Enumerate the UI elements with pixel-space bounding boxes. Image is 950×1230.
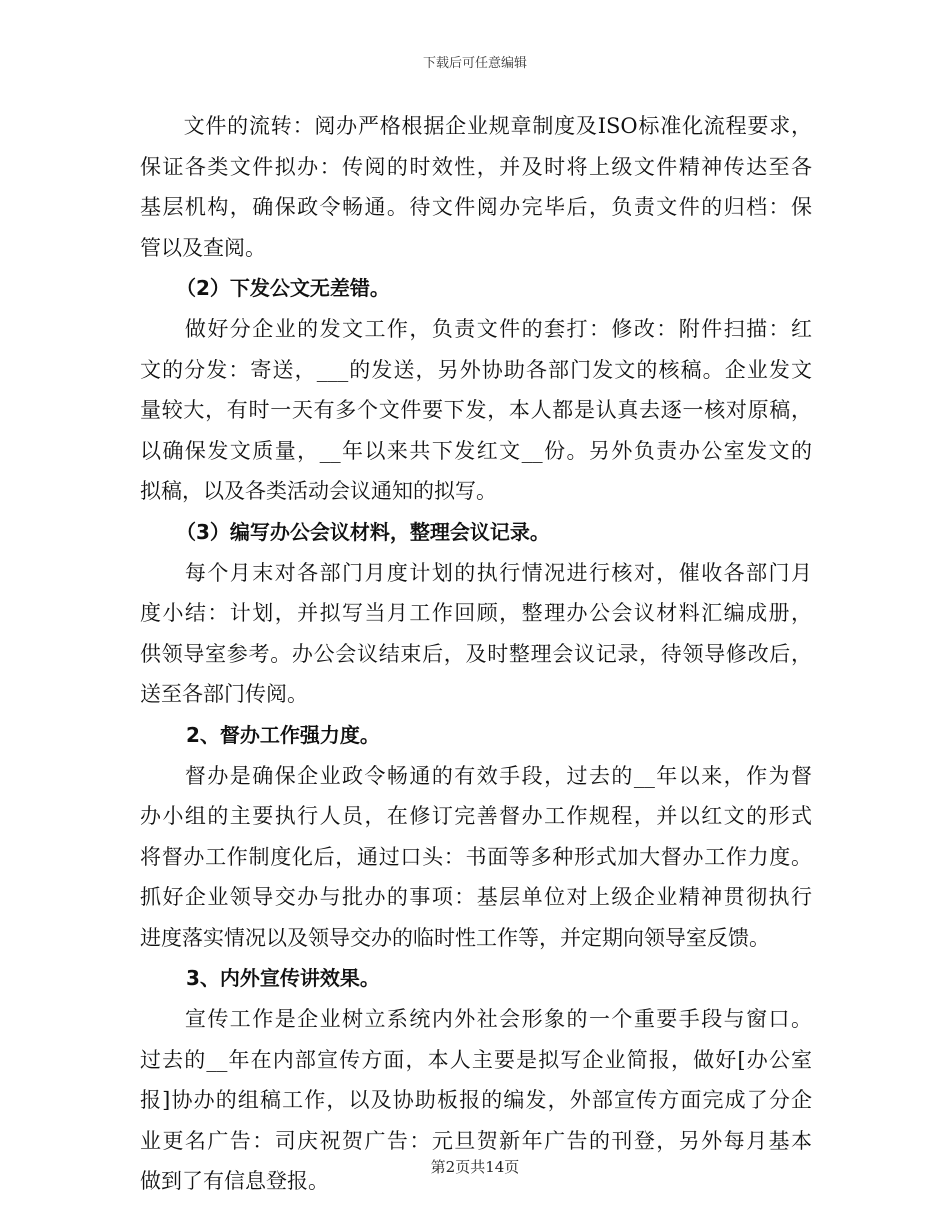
paragraph-line: 进度落实情况以及领导交办的临时性工作等，并定期向领导室反馈。 bbox=[140, 925, 770, 950]
paragraph-line: 量较大，有时一天有多个文件要下发，本人都是认真去逐一核对原稿， bbox=[140, 398, 812, 423]
paragraph-line: 将督办工作制度化后，通过口头：书面等多种形式加大督办工作力度。 bbox=[140, 844, 812, 869]
document-body bbox=[140, 106, 812, 1202]
paragraph-line: 过去的__年在内部宣传方面，本人主要是拟写企业简报，做好[办公室 bbox=[140, 1047, 812, 1072]
paragraph-line: 业更名广告：司庆祝贺广告：元旦贺新年广告的刊登，另外每月基本 bbox=[140, 1128, 812, 1153]
paragraph-line: 送至各部门传阅。 bbox=[140, 682, 308, 707]
paragraph-line: 做好分企业的发文工作，负责文件的套打：修改：附件扫描：红 bbox=[140, 316, 812, 341]
page-header: 下载后可任意编辑 bbox=[422, 56, 527, 71]
section-heading-meeting-materials: （3）编写办公会议材料，整理会议记录。 bbox=[176, 519, 550, 544]
section-heading-publicity: 3、内外宣传讲效果。 bbox=[186, 966, 380, 991]
paragraph-line: 度小结：计划，并拟写当月工作回顾，整理办公会议材料汇编成册， bbox=[140, 601, 812, 626]
paragraph-line: 拟稿，以及各类活动会议通知的拟写。 bbox=[140, 479, 497, 504]
paragraph-line: 督办是确保企业政令畅通的有效手段，过去的__年以来，作为督 bbox=[140, 763, 812, 788]
page-number-footer: 第2页共14页 bbox=[430, 1158, 520, 1176]
section-heading-supervision: 2、督办工作强力度。 bbox=[186, 722, 380, 747]
paragraph-line: 文的分发：寄送，___的发送，另外协助各部门发文的核稿。企业发文 bbox=[140, 357, 812, 382]
section-heading-document-issuance: （2）下发公文无差错。 bbox=[176, 276, 390, 301]
paragraph-line: 基层机构，确保政令畅通。待文件阅办完毕后，负责文件的归档：保 bbox=[140, 195, 812, 220]
paragraph-line: 管以及查阅。 bbox=[140, 235, 266, 260]
paragraph-line: 宣传工作是企业树立系统内外社会形象的一个重要手段与窗口。 bbox=[140, 1007, 812, 1032]
paragraph-supervision bbox=[140, 756, 812, 959]
paragraph-line: 保证各类文件拟办：传阅的时效性，并及时将上级文件精神传达至各 bbox=[140, 154, 812, 179]
paragraph-line: 以确保发文质量，__年以来共下发红文__份。另外负责办公室发文的 bbox=[140, 438, 812, 463]
paragraph-line: 报]协办的组稿工作，以及协助板报的编发，外部宣传方面完成了分企 bbox=[140, 1088, 812, 1113]
paragraph-meeting-materials bbox=[140, 553, 812, 715]
paragraph-line: 办小组的主要执行人员，在修订完善督办工作规程，并以红文的形式 bbox=[140, 804, 812, 829]
paragraph-line: 做到了有信息登报。 bbox=[140, 1169, 329, 1194]
paragraph-line: 文件的流转：阅办严格根据企业规章制度及ISO标准化流程要求， bbox=[140, 114, 812, 138]
paragraph-line: 抓好企业领导交办与批办的事项：基层单位对上级企业精神贯彻执行 bbox=[140, 885, 812, 910]
paragraph-line: 供领导室参考。办公会议结束后，及时整理会议记录，待领导修改后， bbox=[140, 641, 812, 666]
paragraph-line: 每个月末对各部门月度计划的执行情况进行核对，催收各部门月 bbox=[140, 560, 812, 585]
paragraph-document-issuance bbox=[140, 309, 812, 512]
paragraph-file-circulation bbox=[140, 106, 812, 268]
